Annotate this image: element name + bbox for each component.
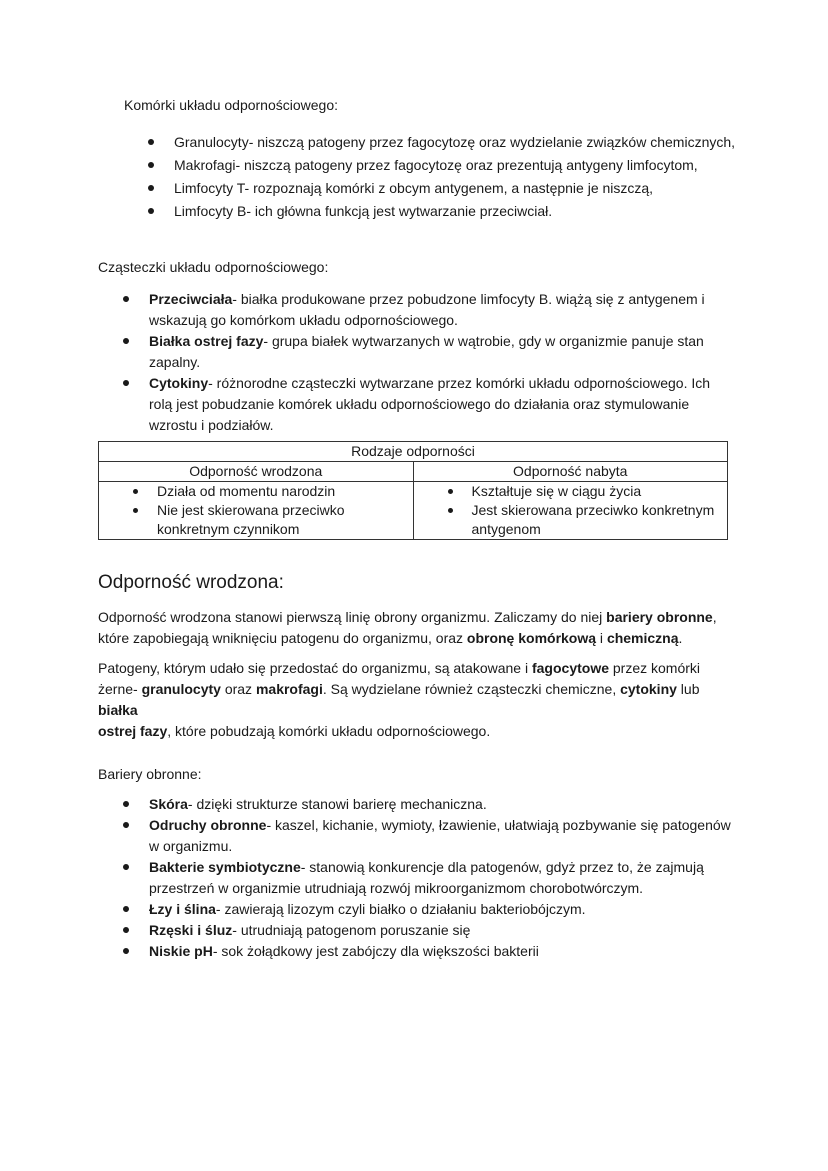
innate-paragraph-2: Patogeny, którym udało się przedostać do organizmu, są atakowane i fagocytowe przez komórki żerne- granulocyty oraz makrofagi. Są wydzielane również cząsteczki chemiczne, cytokiny lub białka ostrej fazy, które pobudzają komórki układu odpornościowego. — [98, 660, 701, 739]
list-item: Białka ostrej fazy- grupa białek wytwarzanych w wątrobie, gdy w organizmie panuje stan zapalny. — [98, 331, 728, 373]
list-item: Makrofagi- niszczą patogeny przez fagocytozę oraz prezentują antygeny limfocytom, — [124, 154, 744, 177]
list-item: Limfocyty T- rozpoznają komórki z obcym antygenem, a następnie je niszczą, — [124, 177, 744, 200]
list-item: Niskie pH- sok żołądkowy jest zabójczy dla większości bakterii — [98, 941, 738, 962]
list-item: Cytokiny- różnorodne cząsteczki wytwarzane przez komórki układu odpornościowego. Ich rolą jest pobudzanie komórek układu odpornościowego do działania oraz stymulowanie wzrostu i podziałów. — [98, 373, 728, 436]
list-item: Kształtuje się w ciągu życia — [418, 482, 724, 501]
list-item: Nie jest skierowana przeciwko konkretnym czynnikom — [103, 501, 409, 539]
list-item: Bakterie symbiotyczne- stanowią konkurencje dla patogenów, gdyż przez to, że zajmują przestrzeń w organizmie utrudniają rozwój mikroorganizmom chorobotwórczym. — [98, 857, 738, 899]
immune-molecules-list — [98, 289, 728, 436]
table-title: Rodzaje odporności — [99, 442, 728, 462]
list-item: Odruchy obronne- kaszel, kichanie, wymioty, łzawienie, ułatwiają pozbywanie się patogenów w organizmu. — [98, 815, 738, 857]
immunity-types-table — [98, 441, 728, 540]
list-item: Skóra- dzięki strukturze stanowi barierę mechaniczna. — [98, 794, 738, 815]
table-header-innate: Odporność wrodzona — [99, 462, 414, 482]
barriers-list — [98, 794, 738, 962]
list-item: Rzęski i śluz- utrudniają patogenom poruszanie się — [98, 920, 738, 941]
list-item: Przeciwciała- białka produkowane przez pobudzone limfocyty B. wiążą się z antygenem i wskazują go komórkom układu odpornościowego. — [98, 289, 728, 331]
immune-molecules-heading: Cząsteczki układu odpornościowego: — [98, 259, 329, 275]
table-header-acquired: Odporność nabyta — [413, 462, 728, 482]
immune-cells-list — [124, 131, 744, 223]
list-item: Jest skierowana przeciwko konkretnym antygenom — [418, 501, 724, 539]
innate-paragraph-1: Odporność wrodzona stanowi pierwszą linię obrony organizmu. Zaliczamy do niej bariery obronne, które zapobiegają wniknięciu patogenu do organizmu, oraz obronę komórkową i chemiczną. — [98, 609, 717, 646]
list-item: Łzy i ślina- zawierają lizozym czyli białko o działaniu bakteriobójczym. — [98, 899, 738, 920]
immune-cells-heading: Komórki układu odpornościowego: — [124, 97, 339, 113]
table-cell-innate — [99, 482, 414, 540]
barriers-heading: Bariery obronne: — [98, 766, 202, 782]
list-item: Granulocyty- niszczą patogeny przez fagocytozę oraz wydzielanie związków chemicznych, — [124, 131, 744, 154]
list-item: Działa od momentu narodzin — [103, 482, 409, 501]
table-cell-acquired — [413, 482, 728, 540]
innate-immunity-heading: Odporność wrodzona: — [98, 572, 284, 593]
list-item: Limfocyty B- ich główna funkcją jest wytwarzanie przeciwciał. — [124, 200, 744, 223]
